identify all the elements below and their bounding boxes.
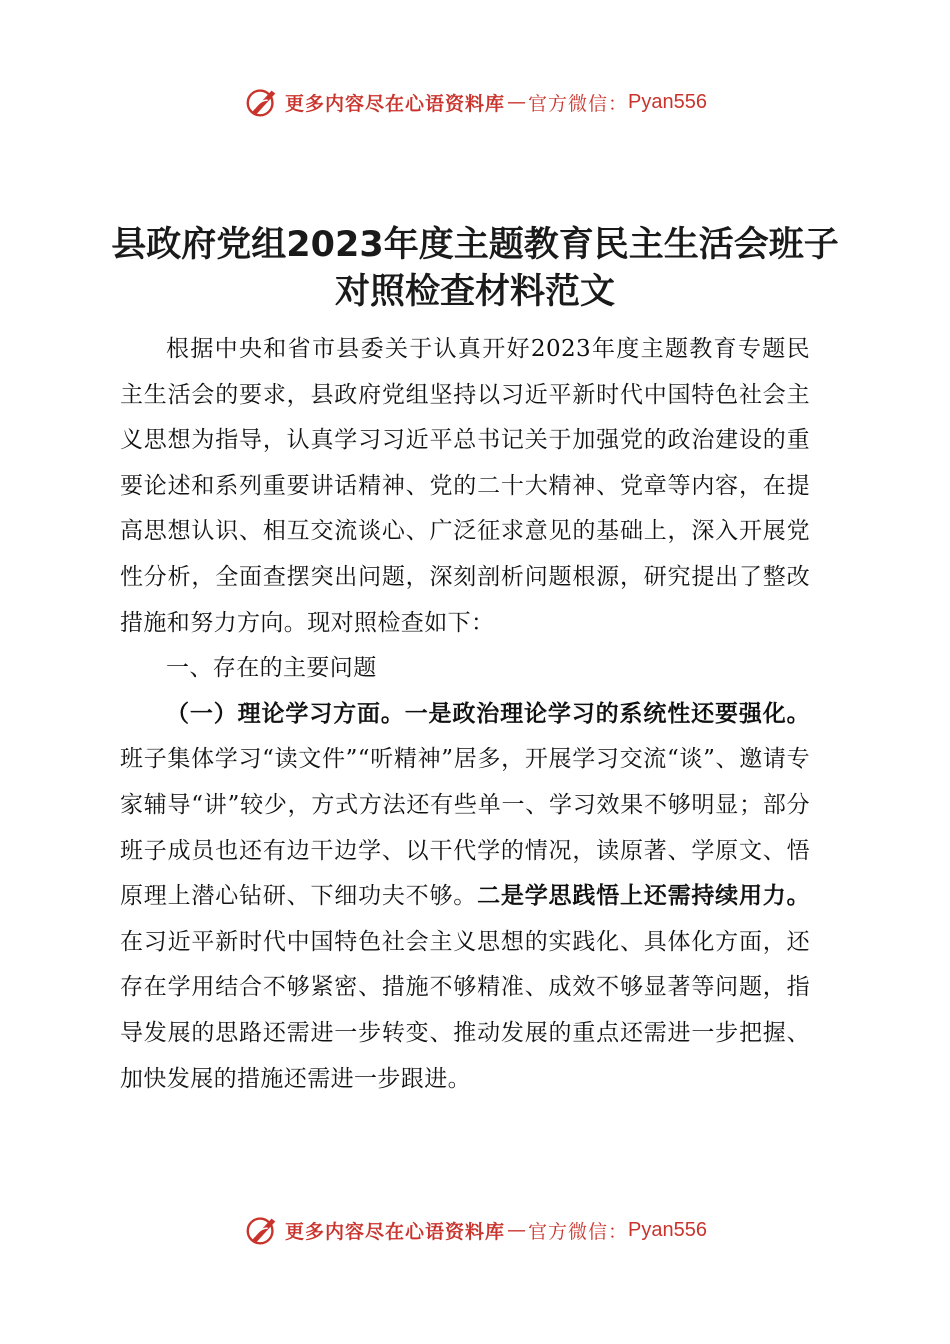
watermark-wechat-label: 官方微信： xyxy=(528,1220,629,1243)
watermark-separator: — xyxy=(507,1219,527,1241)
section-heading: 一、存在的主要问题 xyxy=(166,655,377,682)
subsection-paragraph xyxy=(120,692,810,1102)
watermark-wechat-id: Pyan556 xyxy=(628,1218,707,1241)
pen-logo-icon xyxy=(243,83,281,121)
point2-title: 二是学思践悟上还需持续用力。 xyxy=(477,883,810,910)
intro-paragraph: 根据中央和省市县委关于认真开好2023年度主题教育专题民主生活会的要求，县政府党组坚持以习近平新时代中国特色社会主义思想为指导，认真学习习近平总书记关于加强党的政治建设的重要论述和系列重要讲话精神、党的二十大精神、党章等内容，在提高思想认识、相互交流谈心、广泛征求意见的基础上，深入开展党性分析，全面查摆突出问题，深刻剖析问题根源，研究提出了整改措施和努力方向。现对照检查如下： xyxy=(120,336,810,636)
point2-body: 在习近平新时代中国特色社会主义思想的实践化、具体化方面，还存在学用结合不够紧密、措施不够精准、成效不够显著等问题，指导发展的思路还需进一步转变、推动发展的重点还需进一步把握、加快发展的措施还需进一步跟进。 xyxy=(120,928,810,1092)
point1-body: 班子集体学习“读文件”“听精神”居多，开展学习交流“谈”、邀请专家辅导“讲”较少，方式方法还有些单一、学习效果不够明显；部分班子成员也还有边干边学、以干代学的情况，读原著、学原文、悟原理上潜心钻研、下细功夫不够。 xyxy=(120,746,810,910)
watermark-site-text: 更多内容尽在心语资料库 xyxy=(285,1220,506,1243)
watermark-wechat-label: 官方微信： xyxy=(528,92,629,115)
subsection-heading: （一）理论学习方面。 xyxy=(166,700,405,727)
watermark-banner-top xyxy=(0,82,950,122)
watermark-separator: — xyxy=(507,91,527,113)
watermark-wechat-id: Pyan556 xyxy=(628,90,707,113)
point1-title: 一是政治理论学习的系统性还要强化。 xyxy=(404,700,810,727)
pen-logo-icon xyxy=(243,1211,281,1249)
watermark-banner-bottom xyxy=(0,1210,950,1250)
document-body xyxy=(120,327,810,1102)
watermark-site-text: 更多内容尽在心语资料库 xyxy=(285,92,506,115)
document-title: 县政府党组2023年度主题教育民主生活会班子对照检查材料范文 xyxy=(111,225,839,312)
